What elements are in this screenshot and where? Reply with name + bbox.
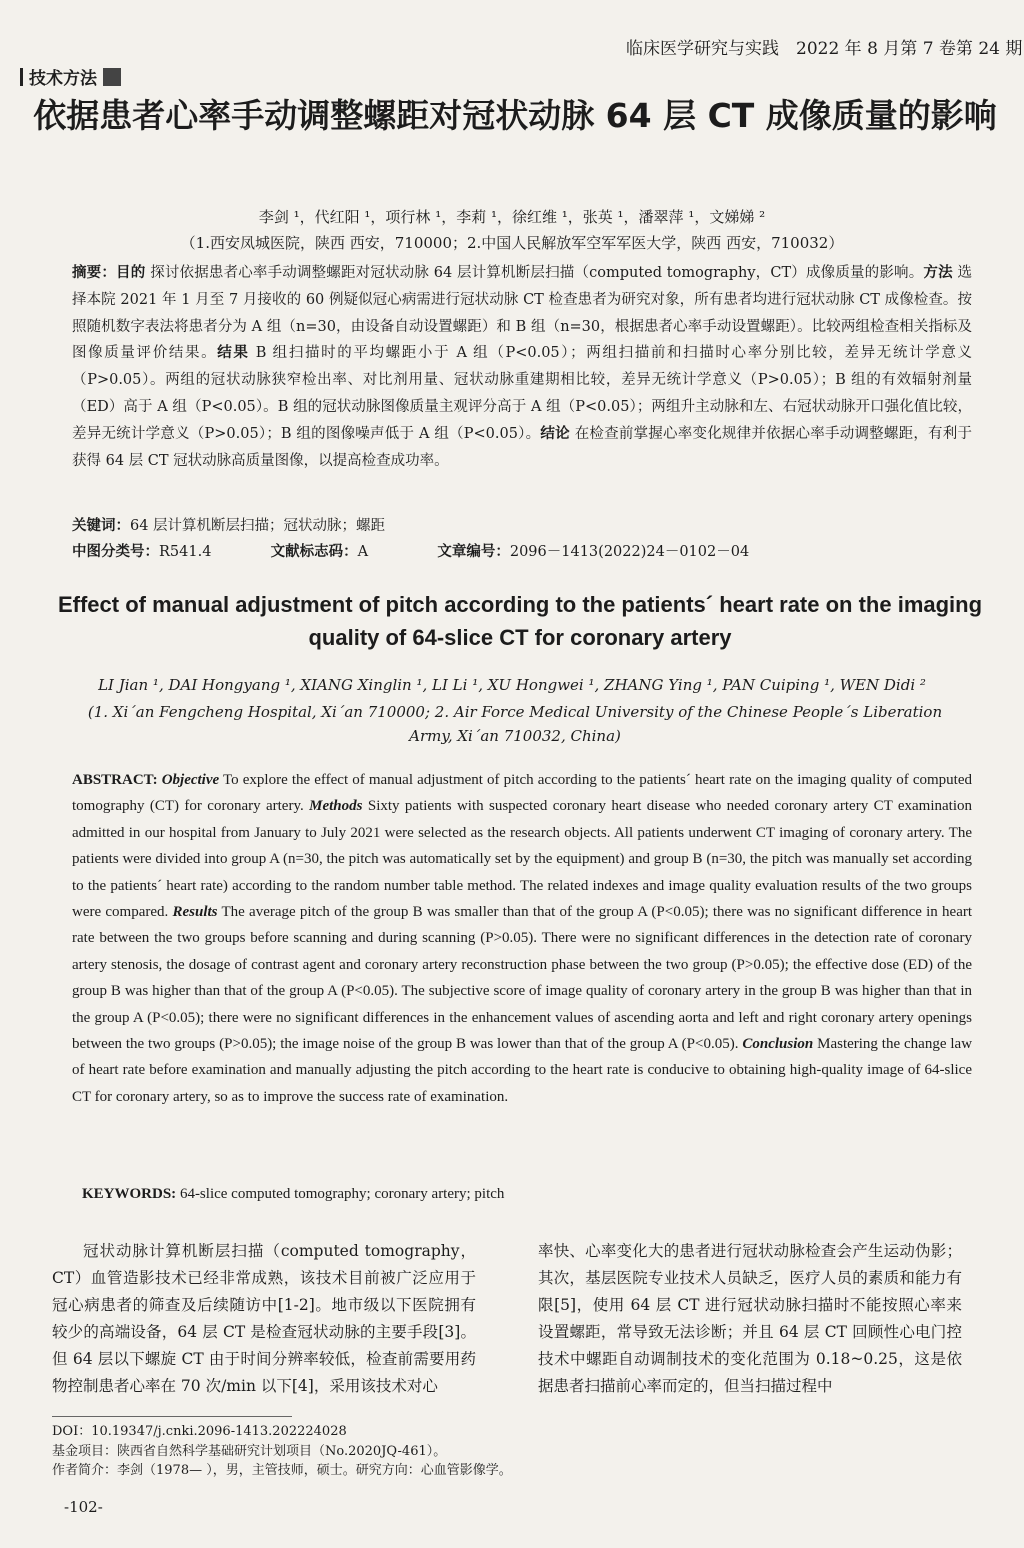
keywords-text: 64 层计算机断层扫描；冠状动脉；螺距 — [130, 518, 386, 534]
section-bar-icon — [20, 68, 23, 86]
conclusion-en-text: Mastering the change law of heart rate before examination and manually adjusting the pitch according to the heart rate is conducive to obtaining high-quality image of 64-slice CT for coronary artery, so as to improve the success rate of examination. — [72, 1036, 973, 1105]
objective-label: 目的 — [116, 265, 146, 281]
conclusion-text: 在检查前掌握心率变化规律并依据心率手动调整螺距，有利于获得 64 层 CT 冠状动脉高质量图像，以提高检查成功率。 — [72, 425, 973, 469]
results-text: B 组扫描时的平均螺距小于 A 组（P<0.05）；两组扫描前和扫描时心率分别比较，差异无统计学意义（P>0.05）。两组的冠状动脉狭窄检出率、对比剂用量、冠状动脉重建期相比较，差异无统计学意义（P>0.05）；B 组的有效辐射剂量（ED）高于 A 组（P<0.05）。B 组的冠状动脉图像质量主观评分高于 A 组（P<0.05）；两组升主动脉和左、右冠状动脉开口强化值比较，差异无统计学意义（P>0.05）；B 组的图像噪声低于 A 组（P<0.05）。 — [72, 345, 972, 442]
clc-label: 中图分类号： — [72, 544, 159, 560]
objective-en-text: To explore the effect of manual adjustment of pitch according to the patients´ heart rate on the imaging quality of computed tomography (CT) for coronary artery. — [72, 772, 973, 815]
conclusion-label: 结论 — [540, 425, 570, 442]
keywords-en-text: 64-slice computed tomography; coronary artery; pitch — [179, 1186, 505, 1202]
section-label: 技术方法 — [29, 69, 97, 89]
keywords-label: 关键词： — [72, 518, 130, 534]
chinese-title: 依据患者心率手动调整螺距对冠状动脉 64 层 CT 成像质量的影响 — [33, 96, 997, 135]
english-keywords — [82, 1186, 504, 1203]
footnote-fund: 基金项目：陕西省自然科学基础研究计划项目（No.2020JQ-461）。 — [52, 1443, 447, 1459]
section-block-icon — [103, 68, 121, 86]
methods-en-label: Methods — [309, 798, 363, 815]
objective-en-label: Objective — [161, 772, 220, 788]
methods-en-text: Sixty patients with suspected coronary heart disease who needed coronary artery CT examination admitted in our hospital from January to July 2021 were selected as the research objects. All patients underwent CT imaging of coronary artery. The patients were divided into group A (n=30, the pitch was automatically set by the equipment) and group B (n=30, the pitch was manually set according to the patients´ heart rate) according to the random number table method. The related indexes and image quality evaluation results of the two groups were compared. — [72, 798, 973, 921]
chinese-authors: 李剑 ¹，代红阳 ¹，项行林 ¹，李莉 ¹，徐红维 ¹，张英 ¹，潘翠萍 ¹，文娣娣 ² — [258, 208, 766, 226]
article-number-label: 文章编号： — [437, 544, 510, 560]
english-title: Effect of manual adjustment of pitch according to the patients´ heart rate on the imaging quality of 64-slice CT for coronary artery — [57, 592, 983, 650]
objective-text: 探讨依据患者心率手动调整螺距对冠状动脉 64 层计算机断层扫描（computed tomography，CT）成像质量的影响。 — [150, 265, 924, 281]
doc-code-value: A — [357, 544, 369, 560]
section-tag — [20, 64, 121, 89]
doc-code-label: 文献标志码： — [270, 544, 358, 560]
classification-line — [72, 540, 749, 561]
chinese-keywords — [72, 514, 385, 535]
page-number: -102- — [64, 1498, 103, 1516]
chinese-abstract — [72, 260, 972, 474]
footnote-divider — [52, 1416, 292, 1417]
journal-header: 临床医学研究与实践 2022 年 8 月第 7 卷第 24 期 — [626, 39, 1023, 59]
article-number-value: 2096－1413(2022)24－0102－04 — [509, 544, 750, 560]
abstract-en-label: ABSTRACT: — [72, 772, 158, 788]
body-column-left: 冠状动脉计算机断层扫描（computed tomography，CT）血管造影技术已经非常成熟，该技术目前被广泛应用于冠心病患者的筛查及后续随访中[1-2]。地市级以下医院拥有较少的高端设备，64 层 CT 是检查冠状动脉的主要手段[3]。但 64 层以下螺旋 CT 由于时间分辨率较低，检查前需要用药物控制患者心率在 70 次/min 以下[4]，采用该技术对心 — [52, 1242, 476, 1395]
conclusion-en-label: Conclusion — [742, 1036, 814, 1053]
english-authors: LI Jian ¹, DAI Hongyang ¹, XIANG Xinglin ¹, LI Li ¹, XU Hongwei ¹, ZHANG Ying ¹, PAN Cuiping ¹, WEN Didi ² — [98, 676, 926, 694]
footnotes — [52, 1422, 512, 1481]
methods-text: 选择本院 2021 年 1 月至 7 月接收的 60 例疑似冠心病需进行冠状动脉 CT 检查患者为研究对象，所有患者均进行冠状动脉 CT 成像检查。按照随机数字表法将患者分为 A 组（n=30，由设备自动设置螺距）和 B 组（n=30，根据患者心率手动设置螺距）。比较两组检查相关指标及图像质量评价结果。 — [72, 265, 973, 362]
body-column-right: 率快、心率变化大的患者进行冠状动脉检查会产生运动伪影；其次，基层医院专业技术人员缺乏，医疗人员的素质和能力有限[5]，使用 64 层 CT 进行冠状动脉扫描时不能按照心率来设置螺距，常导致无法诊断；并且 64 层 CT 回顾性心电门控技术中螺距自动调制技术的变化范围为 0.18~0.25，这是依据患者扫描前心率而定的，但当扫描过程中 — [538, 1242, 962, 1395]
keywords-en-label: KEYWORDS: — [82, 1186, 177, 1202]
english-affiliation: (1. Xi´an Fengcheng Hospital, Xi´an 710000; 2. Air Force Medical University of the Chinese People´s Liberation Army, Xi´an 710032, China) — [87, 703, 943, 745]
english-abstract — [72, 767, 972, 1110]
methods-label: 方法 — [923, 265, 953, 281]
footnote-author: 作者简介：李剑（1978— ），男，主管技师，硕士。研究方向：心血管影像学。 — [52, 1463, 512, 1478]
results-en-text: The average pitch of the group B was smaller than that of the group A (P<0.05); there was no significant difference in heart rate between the two groups before scanning and during scanning (P>0.05). There were no significant differences in the detection rate of coronary artery stenosis, the dosage of contrast agent and coronary artery reconstruction phase between the two group (P>0.05); the effective dose (ED) of the group B was higher than that of the group A (P<0.05). The subjective score of image quality of coronary artery in the group B was higher than that in the group A (P<0.05); there were no significant differences in the enhancement values of ascending aorta and left and right coronary artery openings between the two groups (P>0.05); the image noise of the group B was lower than that of the group A (P<0.05). — [72, 904, 973, 1053]
results-label: 结果 — [217, 345, 250, 362]
chinese-affiliation: （1.西安凤城医院，陕西 西安，710000；2.中国人民解放军空军军医大学，陕西 西安，710032） — [180, 234, 844, 252]
abstract-label: 摘要： — [72, 265, 117, 281]
clc-value: R541.4 — [159, 544, 212, 560]
results-en-label: Results — [172, 904, 218, 921]
footnote-doi: DOI：10.19347/j.cnki.2096-1413.202224028 — [52, 1424, 347, 1439]
